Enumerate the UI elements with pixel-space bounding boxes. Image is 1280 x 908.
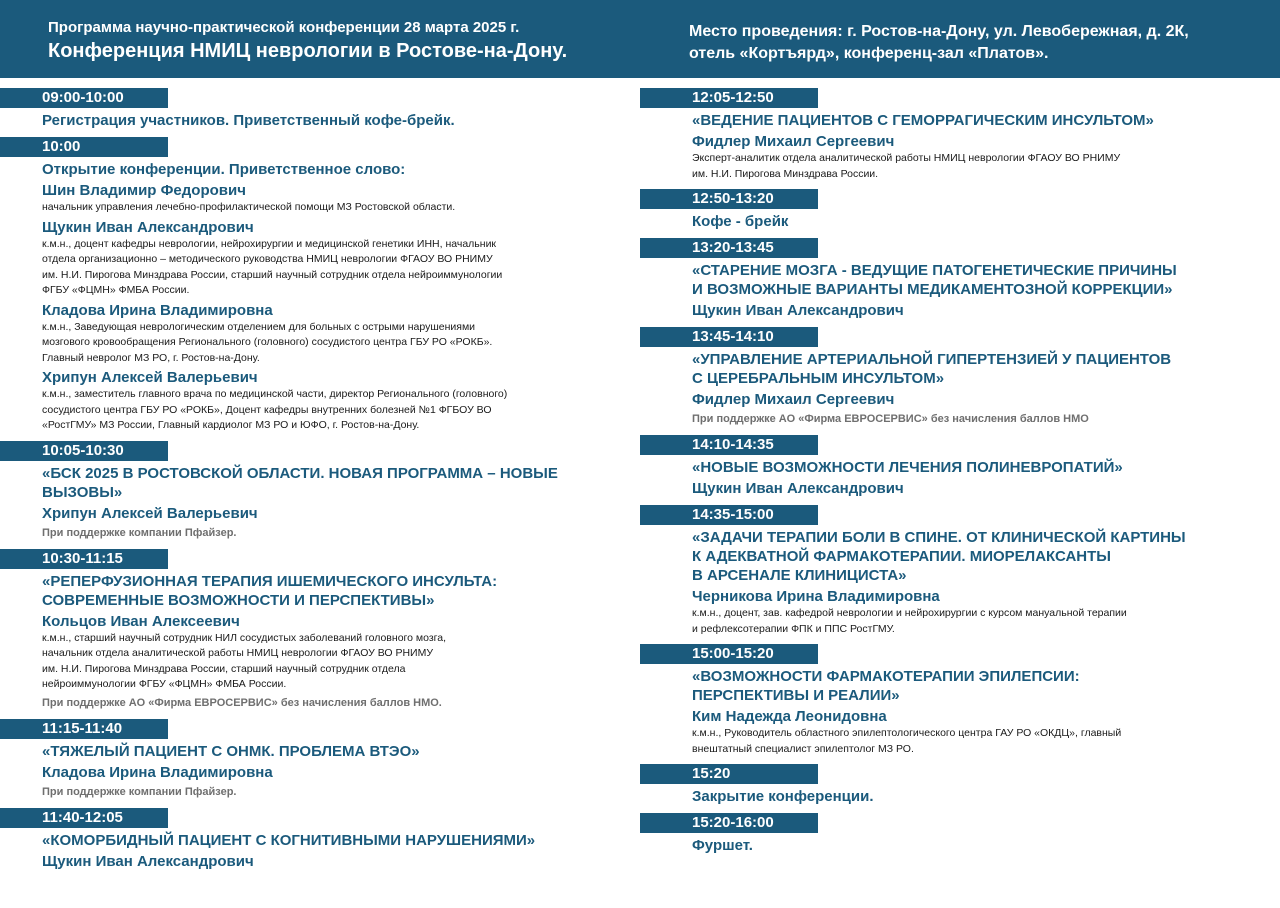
speaker-name: Фидлер Михаил Сергеевич — [692, 133, 895, 150]
venue-info — [689, 21, 1189, 65]
speaker-description: к.м.н., доцент кафедры неврологии, нейрохирургии и медицинской генетики ИНН, начальник отдела организационно – методического руководства НМИЦ неврологии ФГАОУ ВО РНИМУ им. Н.И. Пирогова Минздрава России, старший научный сотрудник отдела нейроиммунологии ФГБУ «ФЦМН» ФМБА России. — [42, 237, 503, 296]
speaker — [692, 390, 1280, 409]
schedule-item — [0, 549, 620, 712]
speaker — [42, 612, 620, 693]
speaker — [42, 218, 620, 299]
speaker — [42, 301, 620, 367]
time-slot: 15:20-16:00 — [640, 813, 818, 833]
session-content — [0, 739, 620, 801]
schedule-item — [640, 238, 1280, 320]
time-slot: 12:05-12:50 — [640, 88, 818, 108]
speaker-name: Хрипун Алексей Валерьевич — [42, 504, 258, 522]
speaker-name: Кольцов Иван Алексеевич — [42, 612, 240, 630]
session-content — [640, 108, 1280, 182]
session-title: «УПРАВЛЕНИЕ АРТЕРИАЛЬНОЙ ГИПЕРТЕНЗИЕЙ У ПАЦИЕНТОВ С ЦЕРЕБРАЛЬНЫМ ИНСУЛЬТОМ» — [692, 351, 1172, 387]
time-slot: 13:20-13:45 — [640, 238, 818, 258]
schedule-item — [640, 813, 1280, 855]
schedule-item — [640, 435, 1280, 498]
session-content — [640, 258, 1280, 320]
session-content — [640, 347, 1280, 428]
speaker-name: Хрипун Алексей Валерьевич — [42, 369, 258, 386]
venue-line-2: отель «Кортъярд», конференц-зал «Платов». — [689, 45, 1049, 62]
session-content — [640, 664, 1280, 757]
sponsor-note: При поддержке АО «Фирма ЕВРОСЕРВИС» без начисления баллов НМО — [692, 413, 1089, 425]
venue-line-1: Место проведения: г. Ростов-на-Дону, ул. Левобережная, д. 2К, — [689, 23, 1189, 40]
speaker — [42, 852, 620, 871]
speaker — [692, 479, 1280, 498]
time-slot: 14:10-14:35 — [640, 435, 818, 455]
session-title: «СТАРЕНИЕ МОЗГА - ВЕДУЩИЕ ПАТОГЕНЕТИЧЕСКИЕ ПРИЧИНЫ И ВОЗМОЖНЫЕ ВАРИАНТЫ МЕДИКАМЕНТОЗНОЙ КОРРЕКЦИИ» — [692, 262, 1177, 298]
sponsor-note: При поддержке АО «Фирма ЕВРОСЕРВИС» без начисления баллов НМО. — [42, 696, 442, 709]
time-slot: 11:40-12:05 — [0, 808, 168, 828]
sponsor-note: При поддержке компании Пфайзер. — [42, 526, 237, 539]
schedule-item — [640, 505, 1280, 637]
time-slot: 11:15-11:40 — [0, 719, 168, 739]
schedule-item — [0, 88, 620, 130]
speaker-name: Щукин Иван Александрович — [42, 852, 254, 870]
speaker-name: Фидлер Михаил Сергеевич — [692, 391, 895, 408]
speaker-description: к.м.н., Руководитель областного эпилептологического центра ГАУ РО «ОКДЦ», главный внештатный специалист эпилептолог МЗ РО. — [692, 727, 1122, 755]
speaker — [42, 368, 620, 434]
session-content — [0, 461, 620, 542]
conference-title: Конференция НМИЦ неврологии в Ростове-на-Дону. — [48, 40, 568, 62]
speaker — [692, 132, 1280, 182]
schedule-item — [640, 764, 1280, 806]
speaker-name: Щукин Иван Александрович — [42, 218, 254, 236]
session-title: Кофе - брейк — [692, 213, 789, 230]
session-title: «БСК 2025 В РОСТОВСКОЙ ОБЛАСТИ. НОВАЯ ПРОГРАММА – НОВЫЕ ВЫЗОВЫ» — [42, 464, 558, 501]
speaker-description: к.м.н., заместитель главного врача по медицинской части, директор Регионального (головного) сосудистого центра ГБУ РО «РОКБ», Доцент кафедры внутренних болезней №1 ФГБОУ ВО «РостГМУ» МЗ России, Главный кардиолог МЗ РО и ЮФО, г. Ростов-на-Дону. — [42, 388, 508, 431]
speaker — [692, 707, 1280, 757]
session-content — [0, 569, 620, 712]
session-content — [640, 455, 1280, 498]
session-title: «ЗАДАЧИ ТЕРАПИИ БОЛИ В СПИНЕ. ОТ КЛИНИЧЕСКОЙ КАРТИНЫ К АДЕКВАТНОЙ ФАРМАКОТЕРАПИИ. МИОРЕЛАКСАНТЫ В АРСЕНАЛЕ КЛИНИЦИСТА» — [692, 529, 1186, 584]
time-slot: 13:45-14:10 — [640, 327, 818, 347]
session-content — [0, 108, 620, 130]
session-title: «ТЯЖЕЛЫЙ ПАЦИЕНТ С ОНМК. ПРОБЛЕМА ВТЭО» — [42, 742, 420, 760]
session-content — [640, 784, 1280, 806]
schedule-item — [640, 327, 1280, 428]
speaker-name: Ким Надежда Леонидовна — [692, 708, 887, 725]
schedule-item — [0, 137, 620, 434]
session-content — [640, 209, 1280, 231]
schedule-item — [640, 189, 1280, 231]
session-content — [640, 525, 1280, 637]
schedule-left-column — [0, 88, 620, 878]
speaker-name: Шин Владимир Федорович — [42, 182, 246, 199]
session-title: Фуршет. — [692, 837, 753, 854]
time-slot: 10:05-10:30 — [0, 441, 168, 461]
speaker-description: Эксперт-аналитик отдела аналитической работы НМИЦ неврологии ФГАОУ ВО РНИМУ им. Н.И. Пирогова Минздрава России. — [692, 152, 1121, 180]
speaker-name: Щукин Иван Александрович — [692, 302, 904, 319]
session-title: «ВЕДЕНИЕ ПАЦИЕНТОВ С ГЕМОРРАГИЧЕСКИМ ИНСУЛЬТОМ» — [692, 112, 1154, 129]
speaker-description: начальник управления лечебно-профилактической помощи МЗ Ростовской области. — [42, 201, 456, 213]
schedule-item — [0, 719, 620, 801]
session-title: Регистрация участников. Приветственный кофе-брейк. — [42, 112, 455, 129]
time-slot: 10:00 — [0, 137, 168, 157]
schedule-right-column — [640, 88, 1280, 862]
time-slot: 10:30-11:15 — [0, 549, 168, 569]
schedule-item — [640, 88, 1280, 182]
speaker-description: к.м.н., доцент, зав. кафедрой неврологии и нейрохирургии с курсом мануальной терапии и рефлексотерапии ФПК и ППС РостГМУ. — [692, 607, 1127, 635]
session-title: «НОВЫЕ ВОЗМОЖНОСТИ ЛЕЧЕНИЯ ПОЛИНЕВРОПАТИЙ» — [692, 459, 1123, 476]
session-content — [0, 828, 620, 871]
schedule-item — [0, 441, 620, 542]
speaker-name: Кладова Ирина Владимировна — [42, 763, 273, 781]
session-title: Закрытие конференции. — [692, 788, 874, 805]
speaker — [692, 301, 1280, 320]
speaker-name: Щукин Иван Александрович — [692, 480, 904, 497]
speaker — [42, 181, 620, 216]
speaker — [42, 763, 620, 782]
session-title: «РЕПЕРФУЗИОННАЯ ТЕРАПИЯ ИШЕМИЧЕСКОГО ИНСУЛЬТА: СОВРЕМЕННЫЕ ВОЗМОЖНОСТИ И ПЕРСПЕКТИВЫ» — [42, 572, 498, 609]
speaker-name: Черникова Ирина Владимировна — [692, 588, 940, 605]
time-slot: 14:35-15:00 — [640, 505, 818, 525]
program-subtitle: Программа научно-практической конференции 28 марта 2025 г. — [48, 19, 520, 36]
session-title: «КОМОРБИДНЫЙ ПАЦИЕНТ С КОГНИТИВНЫМИ НАРУШЕНИЯМИ» — [42, 831, 536, 849]
header-left — [48, 18, 567, 64]
speaker-name: Кладова Ирина Владимировна — [42, 301, 273, 319]
schedule-item — [0, 808, 620, 871]
session-content — [640, 833, 1280, 855]
session-content — [0, 157, 620, 434]
session-title: Открытие конференции. Приветственное слово: — [42, 161, 406, 178]
header-banner — [0, 0, 1280, 78]
time-slot: 15:20 — [640, 764, 818, 784]
time-slot: 15:00-15:20 — [640, 644, 818, 664]
speaker — [42, 504, 620, 523]
time-slot: 09:00-10:00 — [0, 88, 168, 108]
sponsor-note: При поддержке компании Пфайзер. — [42, 785, 237, 798]
schedule-item — [640, 644, 1280, 757]
speaker — [692, 587, 1280, 637]
session-title: «ВОЗМОЖНОСТИ ФАРМАКОТЕРАПИИ ЭПИЛЕПСИИ: ПЕРСПЕКТИВЫ И РЕАЛИИ» — [692, 668, 1080, 704]
time-slot: 12:50-13:20 — [640, 189, 818, 209]
speaker-description: к.м.н., Заведующая неврологическим отделением для больных с острыми нарушениями мозгового кровообращения Регионального (головного) сосудистого центра ГБУ РО «РОКБ». Главный невролог МЗ РО, г. Ростов-на-Дону. — [42, 320, 493, 364]
speaker-description: к.м.н., старший научный сотрудник НИЛ сосудистых заболеваний головного мозга, начальник отдела аналитической работы НМИЦ неврологии ФГАОУ ВО РНИМУ им. Н.И. Пирогова Минздрава России, старший научный сотрудник отдела нейроиммунологии ФГБУ «ФЦМН» ФМБА России. — [42, 631, 446, 690]
